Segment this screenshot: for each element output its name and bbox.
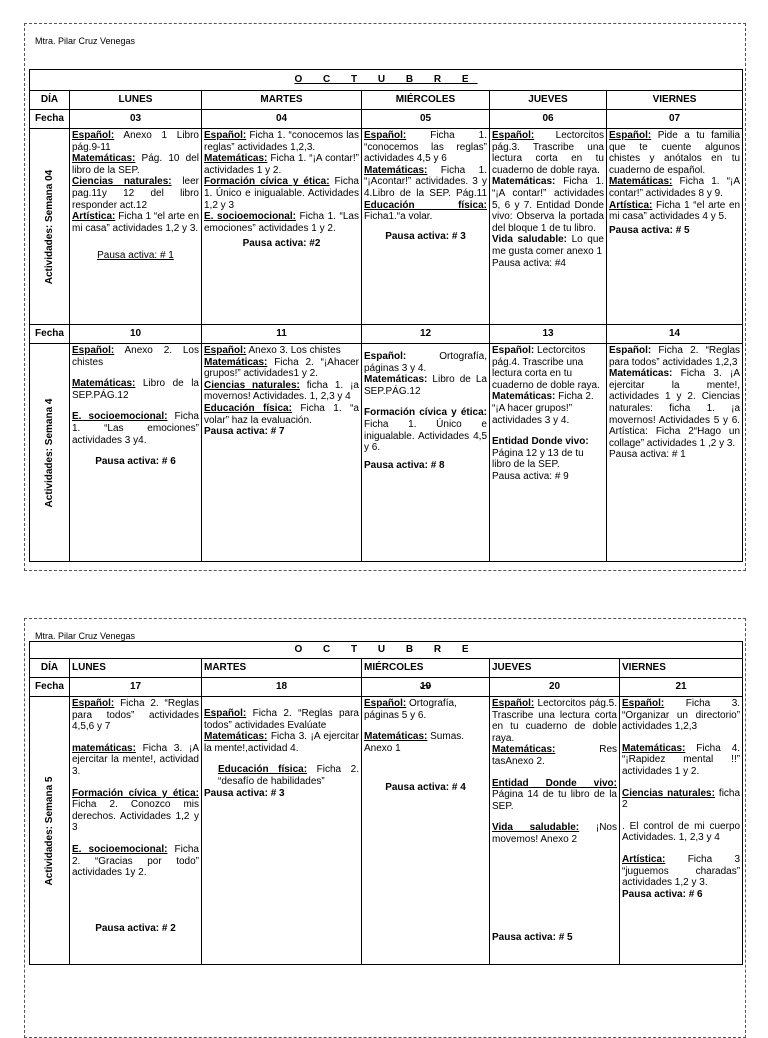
schedule-table-1 [29,69,743,562]
teacher-name: Mtra. Pilar Cruz Venegas [35,36,136,46]
header-viernes: VIERNES [620,659,743,678]
pausa-activa: Pausa activa: # 5 [609,224,690,236]
date-cell: 20 [490,678,620,697]
week-label: Actividades: Semana 5 [30,697,70,965]
pausa-activa: Pausa activa: # 1 [609,449,686,461]
date-cell: 03 [70,110,202,129]
activity-cell-miercoles: Español: Ficha 1. “conocemos las reglas” actividades 4,5 y 6 Matemáticas: Ficha 1. “¡Acontar!” actividades. 3 y 4.Libro de la SEP. Pág.11 Educación física: Ficha1.“a volar. Pausa activa: # 3 [362,129,490,325]
pausa-activa: Pausa activa: # 2 [95,922,176,934]
header-viernes: VIERNES [607,91,743,110]
date-cell: 11 [202,325,362,344]
header-dia: DÍA [30,91,70,110]
date-cell: 05 [362,110,490,129]
activity-cell-martes: Español: Ficha 2. “Reglas para todos” actividades Evalúate Matemáticas: Ficha 3. ¡A ejercitar la mente!,actividad 4. Educación física: Ficha 2. “desafío de habilidades” Pausa activa: # 3 [202,697,362,965]
week-label: Actividades: Semana 04 [30,129,70,325]
date-cell: 12 [362,325,490,344]
header-miercoles: MIÉRCOLES [362,91,490,110]
pausa-activa: Pausa activa: # 7 [204,426,285,438]
fecha-label: Fecha [30,110,70,129]
schedule-table-2 [29,641,743,965]
activity-cell-lunes: Español: Anexo 1 Libro pág.9-11 Matemáticas: Pág. 10 del libro de la SEP. Ciencias naturales: leer pag.11y 12 del libro responder act.12 Artística: Ficha 1 “el arte en mi casa” actividades 1,2 y 3. Pausa activa: # 1 [70,129,202,325]
header-miercoles: MIÉRCOLES [362,659,490,678]
activity-cell-miercoles: Español: Ortografía, páginas 5 y 6. Matemáticas: Sumas. Anexo 1 Pausa activa: # 4 [362,697,490,965]
header-martes: MARTES [202,91,362,110]
header-lunes: LUNES [70,659,202,678]
activity-cell-jueves: Español: Lectorcitos pág.3. Trascribe una lectura corta en tu cuaderno de doble raya. Matemáticas: Ficha 1. “¡A contar!” actividades 5, 6 y 7. Entidad Donde vivo: Observa la portada del bloque 1 de tu libro. Vida saludable: Lo que me gusta comer anexo 1 Pausa activa: #4 [490,129,607,325]
pausa-activa: Pausa activa: # 6 [622,888,703,900]
pausa-activa: Pausa activa: # 5 [492,931,573,943]
date-cell: 19 [362,678,490,697]
activity-cell-viernes: Español: Ficha 3. “Organizar un directorio” actividades 1,2,3 Matemáticas: Ficha 4. “¡Rapidez mental !!” actividades 1 y 2. Ciencias naturales: ficha 2 . El control de mi cuerpo Actividades. 1, 2,3 y 4 Artística: Ficha 3 “juguemos charadas” actividades 1,2 y 3. Pausa activa: # 6 [620,697,743,965]
month-title: O C T U B R E [30,642,743,659]
activity-cell-martes: Español: Anexo 3. Los chistes Matemáticas: Ficha 2. “¡Ahacer grupos!” actividades1 y 2. Ciencias naturales: ficha 1. ¡a movernos! Actividades. 1, 2,3 y 4 Educación física: Ficha 1. “a volar” haz la evaluación. Pausa activa: # 7 [202,344,362,562]
page-2 [24,618,746,1038]
header-dia: DÍA [30,659,70,678]
pausa-activa: Pausa activa: # 3 [385,230,466,242]
activity-cell-viernes: Español: Pide a tu familia que te cuente algunos chistes y anótalos en tu cuaderno de español. Matemáticas: Ficha 1. “¡A contar!” actividades 8 y 9. Artística: Ficha 1 “el arte en mi casa” actividades 4 y 5. Pausa activa: # 5 [607,129,743,325]
activity-cell-lunes: Español: Ficha 2. “Reglas para todos” actividades 4,5,6 y 7 matemáticas: Ficha 3. ¡A ejercitar la mente!, actividad 3. Formación cívica y ética: Ficha 2. Conozco mis derechos. Actividades 1,2 y 3 E. socioemocional: Ficha 2. “Gracias por todo” actividades 1y 2. Pausa activa: # 2 [70,697,202,965]
activity-cell-jueves: Español: Lectorcitos pág.4. Trascribe una lectura corta en tu cuaderno de doble raya. Matemáticas: Ficha 2. “¡A hacer grupos!” actividades 3 y 4. Entidad Donde vivo: Página 12 y 13 de tu libro de la SEP. Pausa activa: # 9 [490,344,607,562]
date-cell: 06 [490,110,607,129]
header-lunes: LUNES [70,91,202,110]
activity-cell-martes: Español: Ficha 1. “conocemos las reglas” actividades 1,2,3. Matemáticas: Ficha 1. “¡A contar!” actividades 1 y 2. Formación cívica y ética: Ficha 1. Único e inigualable. Actividades 1,2 y 3 E. socioemocional: Ficha 1. “Las emociones” actividades 1 y 2. Pausa activa: #2 [202,129,362,325]
date-cell: 13 [490,325,607,344]
activity-cell-viernes: Español: Ficha 2. “Reglas para todos” actividades 1,2,3 Matemáticas: Ficha 3. ¡A ejercitar la mente!, actividades 1 y 2. Ciencias naturales: ficha 1. ¡a movernos! Actividades 5 y 6. Artística: Ficha 2“Hago un collage” actividades 1 ,2 y 3. Pausa activa: # 1 [607,344,743,562]
date-cell: 14 [607,325,743,344]
header-martes: MARTES [202,659,362,678]
fecha-label: Fecha [30,678,70,697]
fecha-label: Fecha [30,325,70,344]
week-label: Actividades: Semana 4 [30,344,70,562]
pausa-activa: Pausa activa: # 4 [385,782,466,794]
header-jueves: JUEVES [490,91,607,110]
date-cell: 17 [70,678,202,697]
header-jueves: JUEVES [490,659,620,678]
pausa-activa: Pausa activa: #4 [492,257,566,269]
pausa-activa: Pausa activa: # 3 [204,787,285,799]
pausa-activa: Pausa activa: #2 [242,238,321,250]
date-cell: 21 [620,678,743,697]
pausa-activa: Pausa activa: # 1 [97,250,174,262]
date-cell: 18 [202,678,362,697]
activity-cell-miercoles: Español: Ortografía, páginas 3 y 4. Matemáticas: Libro de La SEP.PÁG.12 Formación cívica y ética: Ficha 1. Único e inigualable. Actividades 4,5 y 6. Pausa activa: # 8 [362,344,490,562]
pausa-activa: Pausa activa: # 8 [364,459,445,471]
activity-cell-jueves: Español: Lectorcitos pág.5. Trascribe una lectura corta en tu cuaderno de doble raya. Matemáticas: Res tasAnexo 2. Entidad Donde vivo: Página 14 de tu libro de la SEP. Vida saludable: ¡Nos movemos! Anexo 2 Pausa activa: # 5 [490,697,620,965]
month-title: O C T U B R E [30,70,743,91]
teacher-name: Mtra. Pilar Cruz Venegas [35,631,136,641]
date-cell: 07 [607,110,743,129]
activity-cell-lunes: Español: Anexo 2. Los chistes Matemáticas: Libro de la SEP.PÁG.12 E. socioemocional: Ficha 1. “Las emociones” actividades 3 y4. Pausa activa: # 6 [70,344,202,562]
pausa-activa: Pausa activa: # 6 [95,456,176,468]
pausa-activa: Pausa activa: # 9 [492,470,569,482]
page-1 [24,23,746,571]
date-cell: 10 [70,325,202,344]
date-cell: 04 [202,110,362,129]
